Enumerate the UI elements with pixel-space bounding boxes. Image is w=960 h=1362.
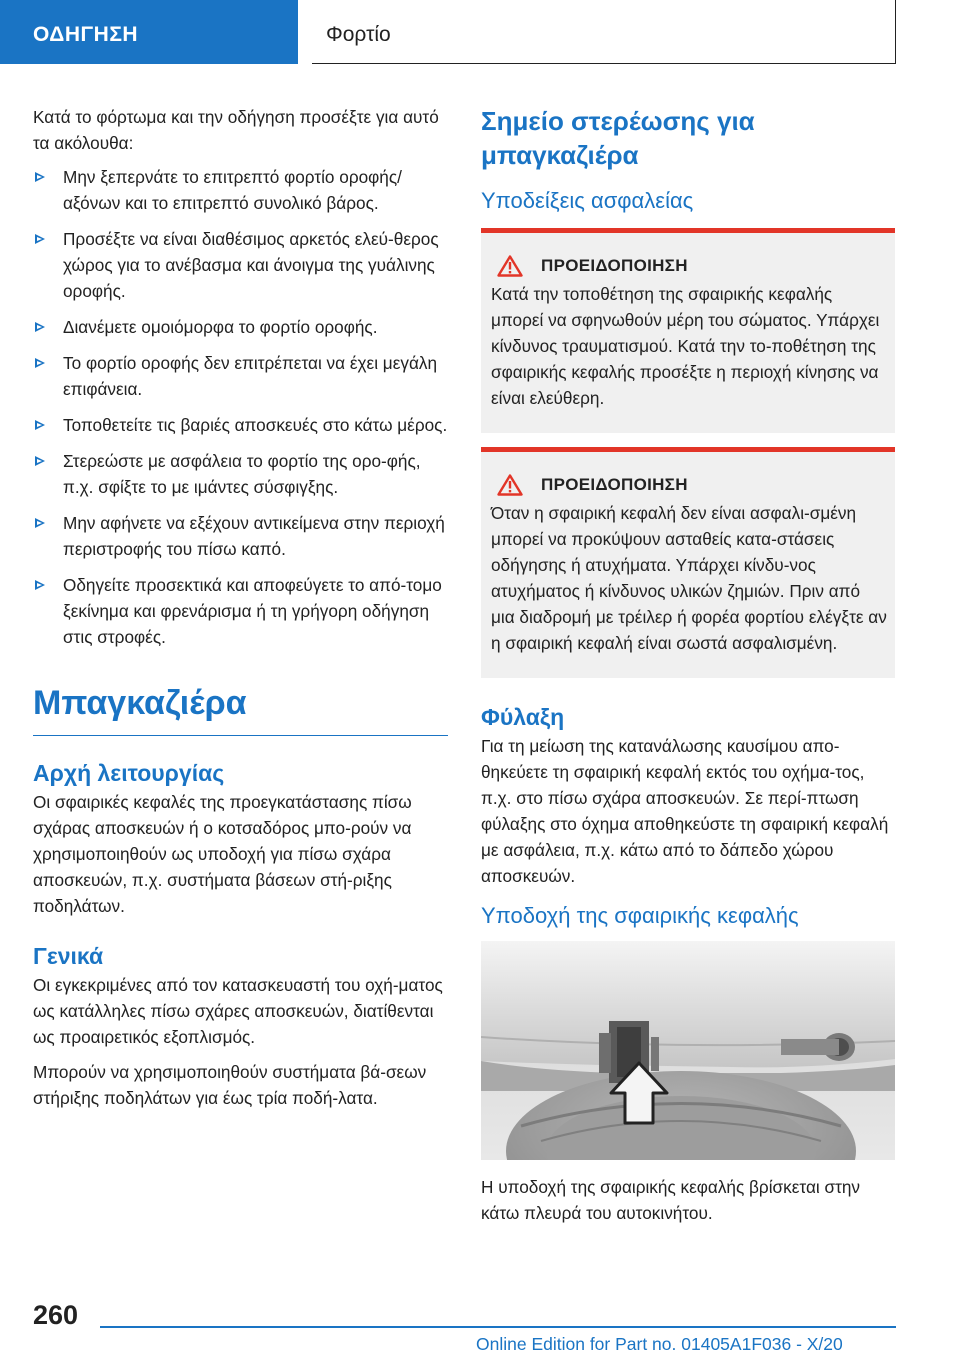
triangle-bullet-icon — [35, 518, 45, 528]
list-item: Τοποθετείτε τις βαριές αποσκευές στο κάτω μέρος. — [33, 412, 448, 438]
chapter-tab — [0, 0, 298, 64]
general-text-2: Μπορούν να χρησιμοποιηθούν συστήματα βά-σεων στήριξης ποδηλάτων για έως τρία ποδή-λατα. — [33, 1062, 427, 1108]
right-column — [481, 104, 895, 1226]
warning-text: Κατά την τοποθέτηση της σφαιρικής κεφαλής μπορεί να σφηνωθούν μέρη του σώματος. Υπάρχει κίνδυνος τραυματισμού. Κατά την το-ποθέτηση της σφαιρικής κεφαλής προσέξτε η περιοχή κίνησης να είναι ελεύθερη. — [491, 284, 880, 408]
list-item: Στερεώστε με ασφάλεια το φορτίο της ορο-φής, π.χ. σφίξτε το με ιμάντες σύσφιγξης. — [33, 448, 448, 500]
principle-heading: Αρχή λειτουργίας — [33, 760, 225, 786]
triangle-bullet-icon — [35, 358, 45, 368]
general-heading: Γενικά — [33, 943, 104, 969]
section-header — [312, 0, 896, 64]
triangle-bullet-icon — [35, 172, 45, 182]
warning-title: ΠΡΟΕΙΔΟΠΟΙΗΣΗ — [541, 475, 688, 494]
warning-triangle-icon — [497, 255, 523, 277]
chapter-title: ΟΔΗΓΗΣΗ — [33, 23, 139, 46]
triangle-bullet-icon — [35, 420, 45, 430]
list-item: Μην αφήνετε να εξέχουν αντικείμενα στην περιοχή περιστροφής του πίσω καπό. — [33, 510, 448, 562]
edition-note: Online Edition for Part no. 01405A1F036 - X/20 — [476, 1334, 843, 1354]
mount-heading: Υποδοχή της σφαιρικής κεφαλής — [481, 903, 799, 928]
intro-text: Κατά το φόρτωμα και την οδήγηση προσέξτε για αυτό τα ακόλουθα: — [33, 107, 439, 153]
list-item: Οδηγείτε προσεκτικά και αποφεύγετε το από-τομο ξεκίνημα και φρενάρισμα ή τη γρήγορη οδήγηση στις στροφές. — [33, 572, 448, 650]
warning-title: ΠΡΟΕΙΔΟΠΟΙΗΣΗ — [541, 256, 688, 275]
main-heading: Μπαγκαζιέρα — [33, 684, 448, 736]
list-item: Μην ξεπερνάτε το επιτρεπτό φορτίο οροφής/αξόνων και το επιτρεπτό συνολικό βάρος. — [33, 164, 448, 216]
left-column — [33, 104, 448, 1120]
footer-divider — [100, 1326, 896, 1328]
triangle-bullet-icon — [35, 322, 45, 332]
principle-text: Οι σφαιρικές κεφαλές της προεγκατάστασης πίσω σχάρας αποσκευών ή ο κοτσαδόρος μπο-ρούν να χρησιμοποιηθούν ως υποδοχή για πίσω σχάρα αποσκευών, π.χ. συστήματα βάσεων στή-ριξης ποδηλάτων. — [33, 792, 412, 916]
list-item: Προσέξτε να είναι διαθέσιμος αρκετός ελεύ-θερος χώρος για το ανέβασμα και άνοιγμα της γυάλινης οροφής. — [33, 226, 448, 304]
list-item: Διανέμετε ομοιόμορφα το φορτίο οροφής. — [33, 314, 448, 340]
list-item: Το φορτίο οροφής δεν επιτρέπεται να έχει μεγάλη επιφάνεια. — [33, 350, 448, 402]
ball-head-mount-illustration — [481, 941, 895, 1160]
section-title: Φορτίο — [326, 23, 391, 46]
figure-caption: Η υποδοχή της σφαιρικής κεφαλής βρίσκεται στην κάτω πλευρά του αυτοκινήτου. — [481, 1177, 861, 1223]
mount-point-heading: Σημείο στερέωσης για μπαγκαζιέρα — [481, 106, 755, 170]
loading-tips-list — [33, 164, 448, 650]
general-text-1: Οι εγκεκριμένες από τον κατασκευαστή του οχή-ματος ως κατάλληλες πίσω σχάρες αποσκευών, διατίθενται ως προαιρετικός εξοπλισμός. — [33, 975, 443, 1047]
storage-text: Για τη μείωση της κατανάλωσης καυσίμου απο-θηκεύετε τη σφαιρική κεφαλή εκτός του οχήμα-τος, π.χ. στο πίσω σχάρα αποσκευών. Σε περί-πτωση φύλαξης στο όχημα αποθηκεύστε τη σφαιρική κεφαλή με ασφάλεια, π.χ. κάτω από το δάπεδο χώρου αποσκευών. — [481, 736, 889, 886]
warning-triangle-icon — [497, 474, 523, 496]
storage-heading: Φύλαξη — [481, 704, 565, 730]
triangle-bullet-icon — [35, 580, 45, 590]
warning-box — [481, 447, 895, 678]
warning-box — [481, 228, 895, 433]
triangle-bullet-icon — [35, 456, 45, 466]
warning-text: Όταν η σφαιρική κεφαλή δεν είναι ασφαλι-σμένη μπορεί να προκύψουν ασταθείς κατα-στάσεις οδήγησης ή ατυχήματα. Υπάρχει κίνδυ-νος ατυχήματος ή κίνδυνος υλικών ζημιών. Πριν από μια διαδρομή με τρέιλερ ή φορέα φορτίου ελέγξτε αν η σφαιρική κεφαλή είναι σωστά ασφαλισμένη. — [491, 503, 887, 653]
car-underside-illustration — [481, 941, 895, 1160]
page-number: 260 — [33, 1300, 79, 1330]
triangle-bullet-icon — [35, 234, 45, 244]
safety-heading: Υποδείξεις ασφαλείας — [481, 188, 694, 213]
